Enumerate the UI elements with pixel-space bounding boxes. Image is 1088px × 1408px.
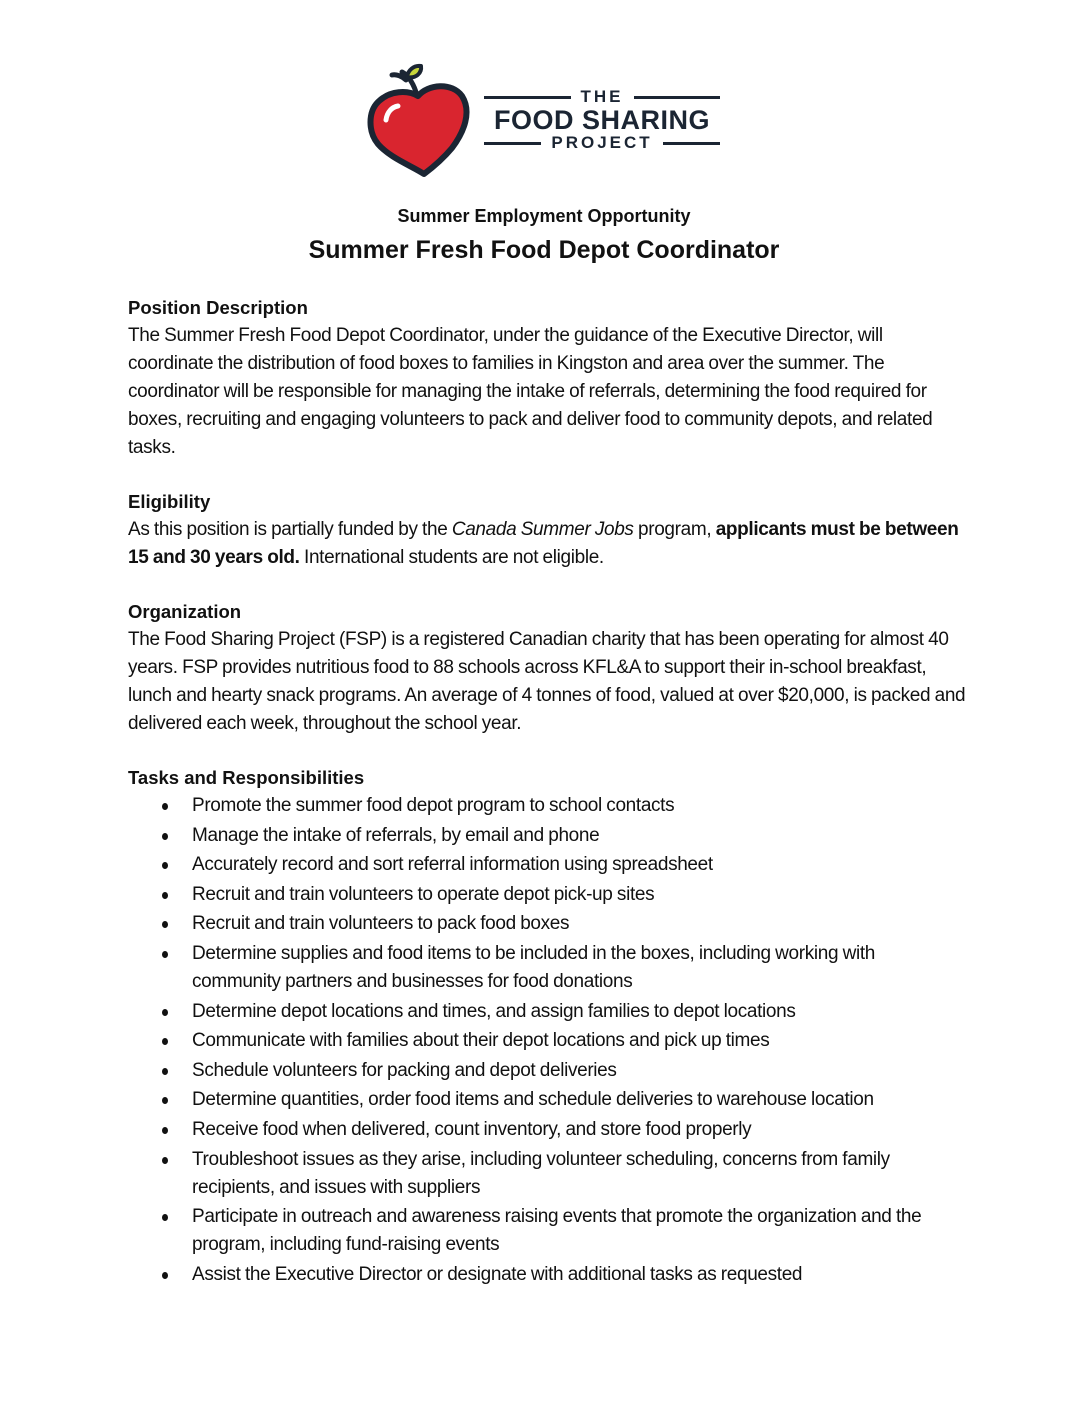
list-item-text: Participate in outreach and awareness raising events that promote the organization and the program, including fund-raising events [192, 1206, 922, 1256]
bullet-icon [162, 1157, 168, 1164]
list-item [128, 1146, 968, 1202]
list-item-text: Promote the summer food depot program to school contacts [192, 795, 675, 816]
logo-text-main: FOOD SHARING [493, 105, 710, 135]
bullet-icon [162, 921, 168, 928]
list-item [128, 1203, 968, 1259]
age-requirement: applicants must be between 15 and 30 years old. [128, 519, 959, 568]
list-item [128, 940, 968, 996]
logo-rule [634, 96, 721, 99]
list-item-text: Assist the Executive Director or designate with additional tasks as requested [192, 1263, 803, 1285]
position-description-section [128, 294, 968, 462]
logo-wordmark [484, 88, 720, 158]
list-item [128, 998, 968, 1026]
section-heading: Position Description [128, 297, 308, 318]
section-paragraph: The Food Sharing Project (FSP) is a registered Canadian charity that has been operating for almost 40 years. FSP provides nutritious food to 88 schools across KFL&A to support their in-school breakfast, lunch and hearty snack programs. An average of 4 tonnes of food, valued at over $20,000, is packed and delivered each week, throughout the school year. [128, 629, 966, 734]
list-item-text: Determine quantities, order food items and schedule deliveries to warehouse location [192, 1089, 874, 1111]
list-item-text: Schedule volunteers for packing and depot deliveries [192, 1059, 617, 1081]
bullet-icon [162, 892, 168, 899]
list-item [128, 1116, 968, 1144]
bullet-icon [162, 1272, 168, 1279]
apple-heart-icon [366, 62, 472, 178]
list-item-text: Recruit and train volunteers to operate depot pick-up sites [192, 883, 655, 905]
logo-rule [484, 96, 571, 99]
text-run: As this position is partially funded by the [128, 519, 452, 540]
logo-rule [484, 142, 541, 145]
tasks-list [128, 792, 968, 1289]
logo-rule [663, 142, 720, 145]
list-item-text: Recruit and train volunteers to pack food boxes [192, 913, 570, 935]
tasks-section [128, 764, 968, 1289]
organization-section [128, 598, 968, 738]
list-item-text: Receive food when delivered, count inventory, and store food properly [192, 1118, 752, 1140]
list-item-text: Determine supplies and food items to be included in the boxes, including working with community partners and businesses for food donations [192, 942, 875, 992]
bullet-icon [162, 862, 168, 869]
bullet-icon [162, 951, 168, 958]
list-item-text: Accurately record and sort referral information using spreadsheet [192, 854, 713, 876]
text-run: International students are not eligible. [299, 547, 604, 568]
program-name: Canada Summer Jobs [451, 519, 634, 540]
list-item [128, 1261, 968, 1289]
list-item-text: Manage the intake of referrals, by email and phone [192, 824, 600, 846]
list-item-text: Determine depot locations and times, and assign families to depot locations [192, 1000, 796, 1022]
eligibility-section [128, 488, 968, 572]
bullet-icon [162, 1097, 168, 1104]
document-title: Summer Fresh Food Depot Coordinator [308, 236, 780, 264]
section-heading: Organization [128, 601, 242, 622]
document-subtitle: Summer Employment Opportunity [397, 206, 691, 226]
organization-logo [366, 62, 726, 178]
section-heading: Tasks and Responsibilities [128, 767, 365, 788]
document-body [128, 294, 968, 1315]
bullet-icon [162, 833, 168, 840]
bullet-icon [162, 1038, 168, 1045]
bullet-icon [162, 1009, 168, 1016]
bullet-icon [162, 1127, 168, 1134]
list-item [128, 881, 968, 909]
text-run: program, [633, 519, 716, 540]
bullet-icon [162, 803, 168, 810]
bullet-icon [162, 1068, 168, 1075]
list-item [128, 1027, 968, 1055]
section-paragraph [128, 516, 968, 572]
list-item [128, 1057, 968, 1085]
logo-text-the: THE [580, 87, 624, 106]
list-item [128, 1086, 968, 1114]
list-item [128, 822, 968, 850]
bullet-icon [162, 1214, 168, 1221]
section-paragraph: The Summer Fresh Food Depot Coordinator, under the guidance of the Executive Director, will coordinate the distribution of food boxes to families in Kingston and area over the summer. The coordinator will be responsible for managing the intake of referrals, determining the food required for boxes, recruiting and engaging volunteers to pack and deliver food to community depots, and related tasks. [128, 325, 933, 458]
list-item [128, 910, 968, 938]
list-item-text: Communicate with families about their depot locations and pick up times [192, 1030, 770, 1052]
logo-text-project: PROJECT [551, 133, 653, 152]
list-item [128, 792, 968, 820]
list-item-text: Troubleshoot issues as they arise, including volunteer scheduling, concerns from family recipients, and issues with suppliers [192, 1148, 890, 1198]
section-heading: Eligibility [128, 491, 211, 512]
list-item [128, 851, 968, 879]
